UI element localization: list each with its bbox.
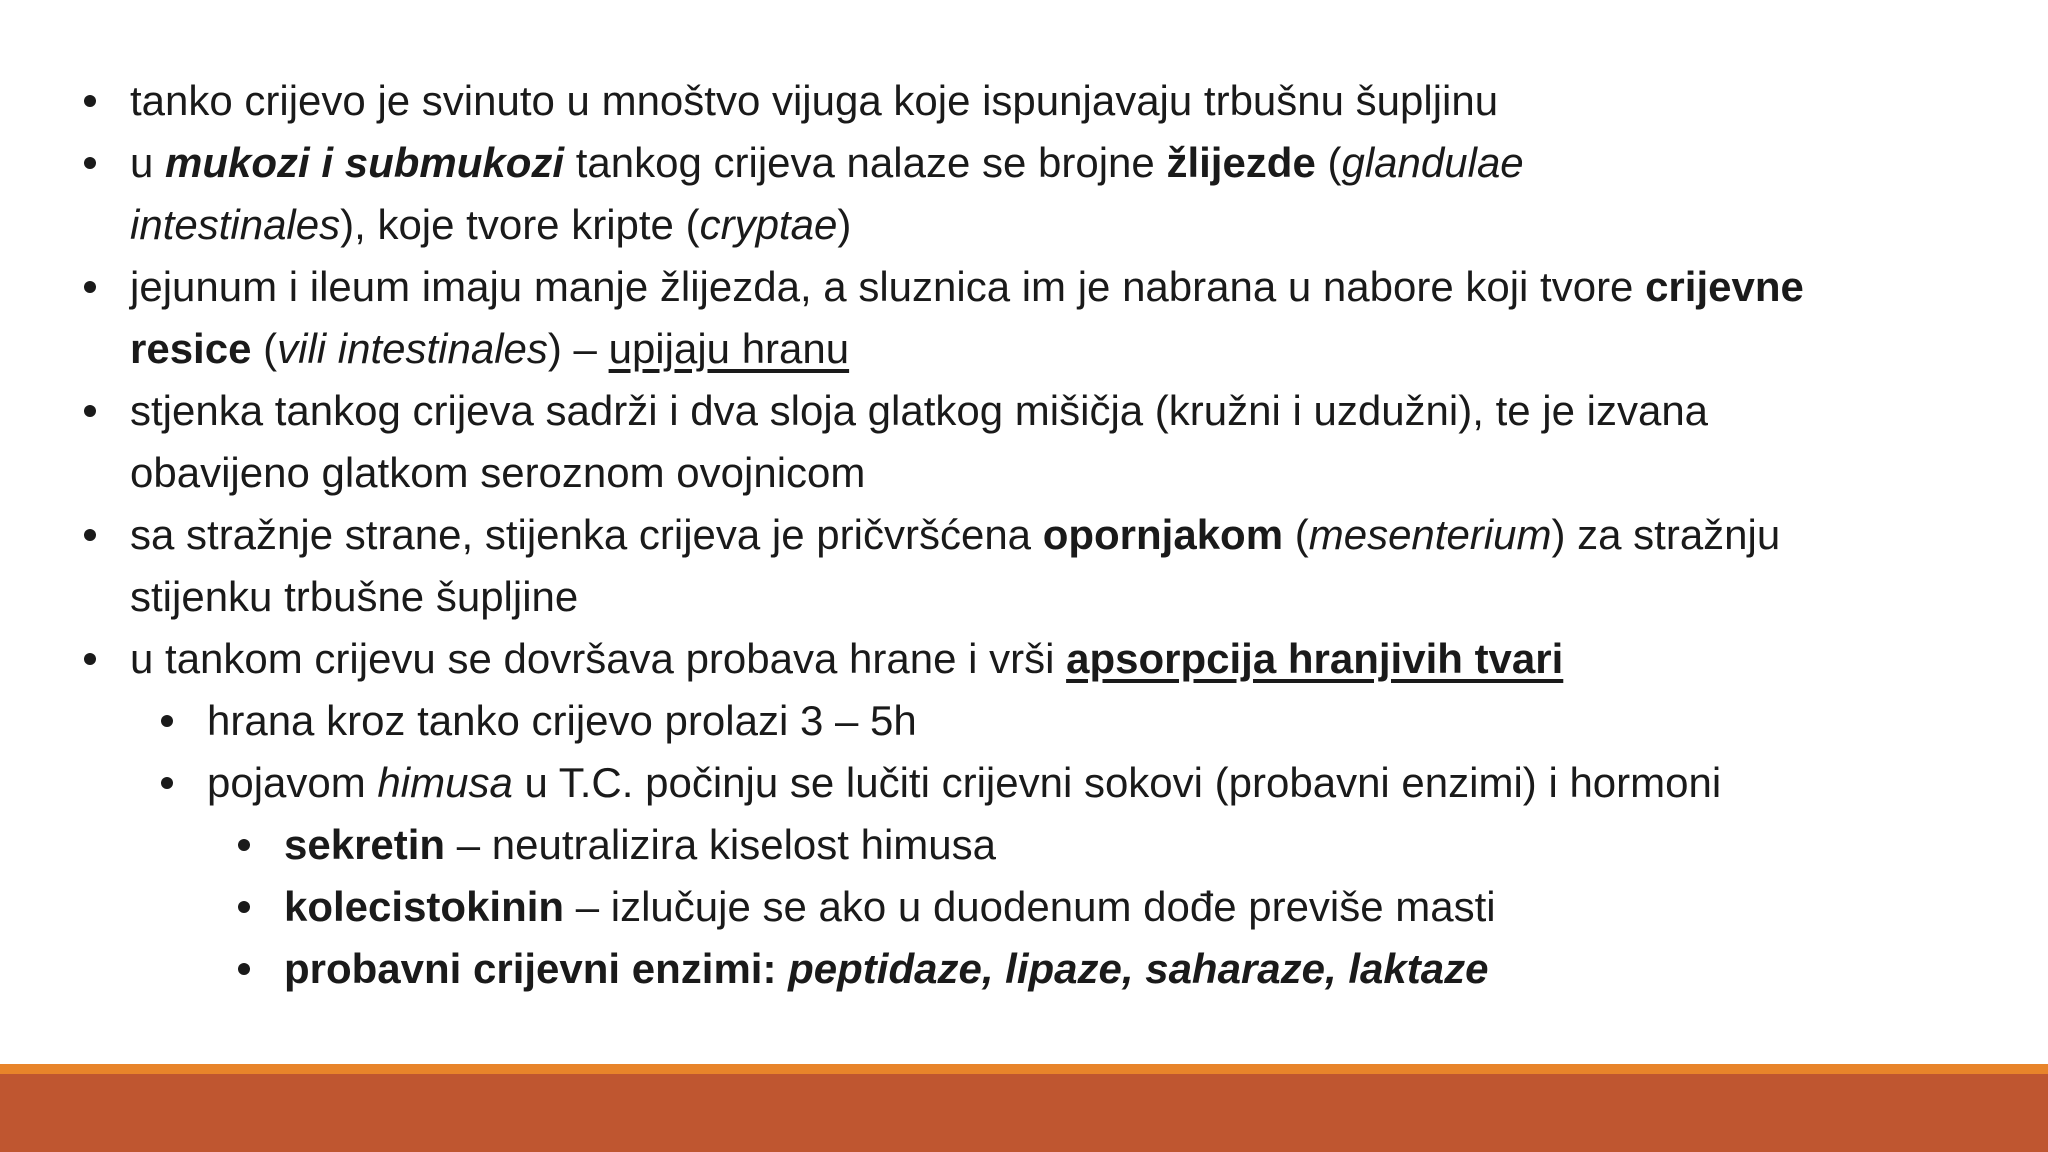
footer-bar [0, 1074, 2048, 1152]
text-run: peptidaze, lipaze, saharaze, laktaze [788, 945, 1489, 992]
bullet-marker-level-2 [161, 715, 173, 727]
bullet-marker-level-1 [84, 95, 96, 107]
text-run: ) [837, 201, 852, 248]
text-run: u [130, 139, 166, 186]
text-run: probavni crijevni enzimi: [284, 945, 789, 992]
bullet-marker-level-3 [238, 963, 250, 975]
bullet-text-line [130, 194, 851, 256]
text-run: resice [130, 325, 252, 372]
bullet-text-line [130, 442, 865, 504]
text-run: upijaju hranu [608, 325, 850, 372]
text-run: sa stražnje strane, stijenka crijeva je pričvršćena [130, 511, 1043, 558]
bullet-text-line [130, 70, 1498, 132]
text-run: tanko crijevo je svinuto u mnoštvo vijuga koje ispunjavaju trbušnu šupljinu [130, 77, 1499, 124]
bullet-text-line [130, 566, 578, 628]
bullet-marker-level-1 [84, 405, 96, 417]
bullet-text-line [284, 876, 1496, 938]
bullet-text-line [207, 690, 917, 752]
text-run: ) – [547, 325, 609, 372]
text-run: u tankom crijevu se dovršava probava hrane i vrši [130, 635, 1067, 682]
bullet-text-line [130, 318, 849, 380]
bullet-text-line [130, 132, 1524, 194]
text-run: sekretin [284, 821, 446, 868]
bullet-text-line [284, 814, 996, 876]
text-run: hrana kroz tanko crijevo prolazi 3 – 5h [207, 697, 917, 744]
text-run: žlijezde [1166, 139, 1316, 186]
text-run: himusa [377, 759, 513, 806]
text-run: mesenterium [1308, 511, 1552, 558]
text-run: glandulae [1341, 139, 1524, 186]
text-run: kolecistokinin [284, 883, 565, 930]
text-run: opornjakom [1042, 511, 1284, 558]
footer-accent-stripe [0, 1064, 2048, 1074]
text-run: – izlučuje se ako u duodenum dođe previše masti [564, 883, 1496, 930]
bullet-text-line [207, 752, 1721, 814]
bullet-marker-level-3 [238, 901, 250, 913]
text-run: obavijeno glatkom seroznom ovojnicom [130, 449, 866, 496]
bullet-text-line [130, 380, 1708, 442]
text-run: u T.C. počinju se lučiti crijevni sokovi (probavni enzimi) i hormoni [512, 759, 1722, 806]
text-run: ( [1315, 139, 1342, 186]
text-run: stjenka tankog crijeva sadrži i dva sloja glatkog mišičja (kružni i uzdužni), te je izvana [130, 387, 1709, 434]
text-run: ( [1283, 511, 1309, 558]
text-run: cryptae [699, 201, 838, 248]
bullet-text-line [130, 628, 1563, 690]
text-run: ), koje tvore kripte ( [340, 201, 700, 248]
bullet-marker-level-1 [84, 653, 96, 665]
text-run: apsorpcija hranjivih tvari [1066, 635, 1564, 682]
text-run: ) za stražnju [1551, 511, 1781, 558]
bullet-text-line [130, 256, 1804, 318]
text-run: vili intestinales [277, 325, 548, 372]
bullet-marker-level-2 [161, 777, 173, 789]
text-run: crijevne [1645, 263, 1804, 310]
bullet-marker-level-1 [84, 157, 96, 169]
text-run: – neutralizira kiselost himusa [445, 821, 996, 868]
text-run: tankog crijeva nalaze se brojne [564, 139, 1167, 186]
bullet-marker-level-1 [84, 281, 96, 293]
text-run: ( [251, 325, 278, 372]
bullet-text-line [130, 504, 1780, 566]
text-run: stijenku trbušne šupljine [130, 573, 579, 620]
text-run: intestinales [130, 201, 341, 248]
bullet-marker-level-3 [238, 839, 250, 851]
text-run: pojavom [207, 759, 378, 806]
bullet-marker-level-1 [84, 529, 96, 541]
text-run: mukozi i submukozi [165, 139, 565, 186]
bullet-text-line [284, 938, 1488, 1000]
text-run: jejunum i ileum imaju manje žlijezda, a sluznica im je nabrana u nabore koji tvore [130, 263, 1646, 310]
